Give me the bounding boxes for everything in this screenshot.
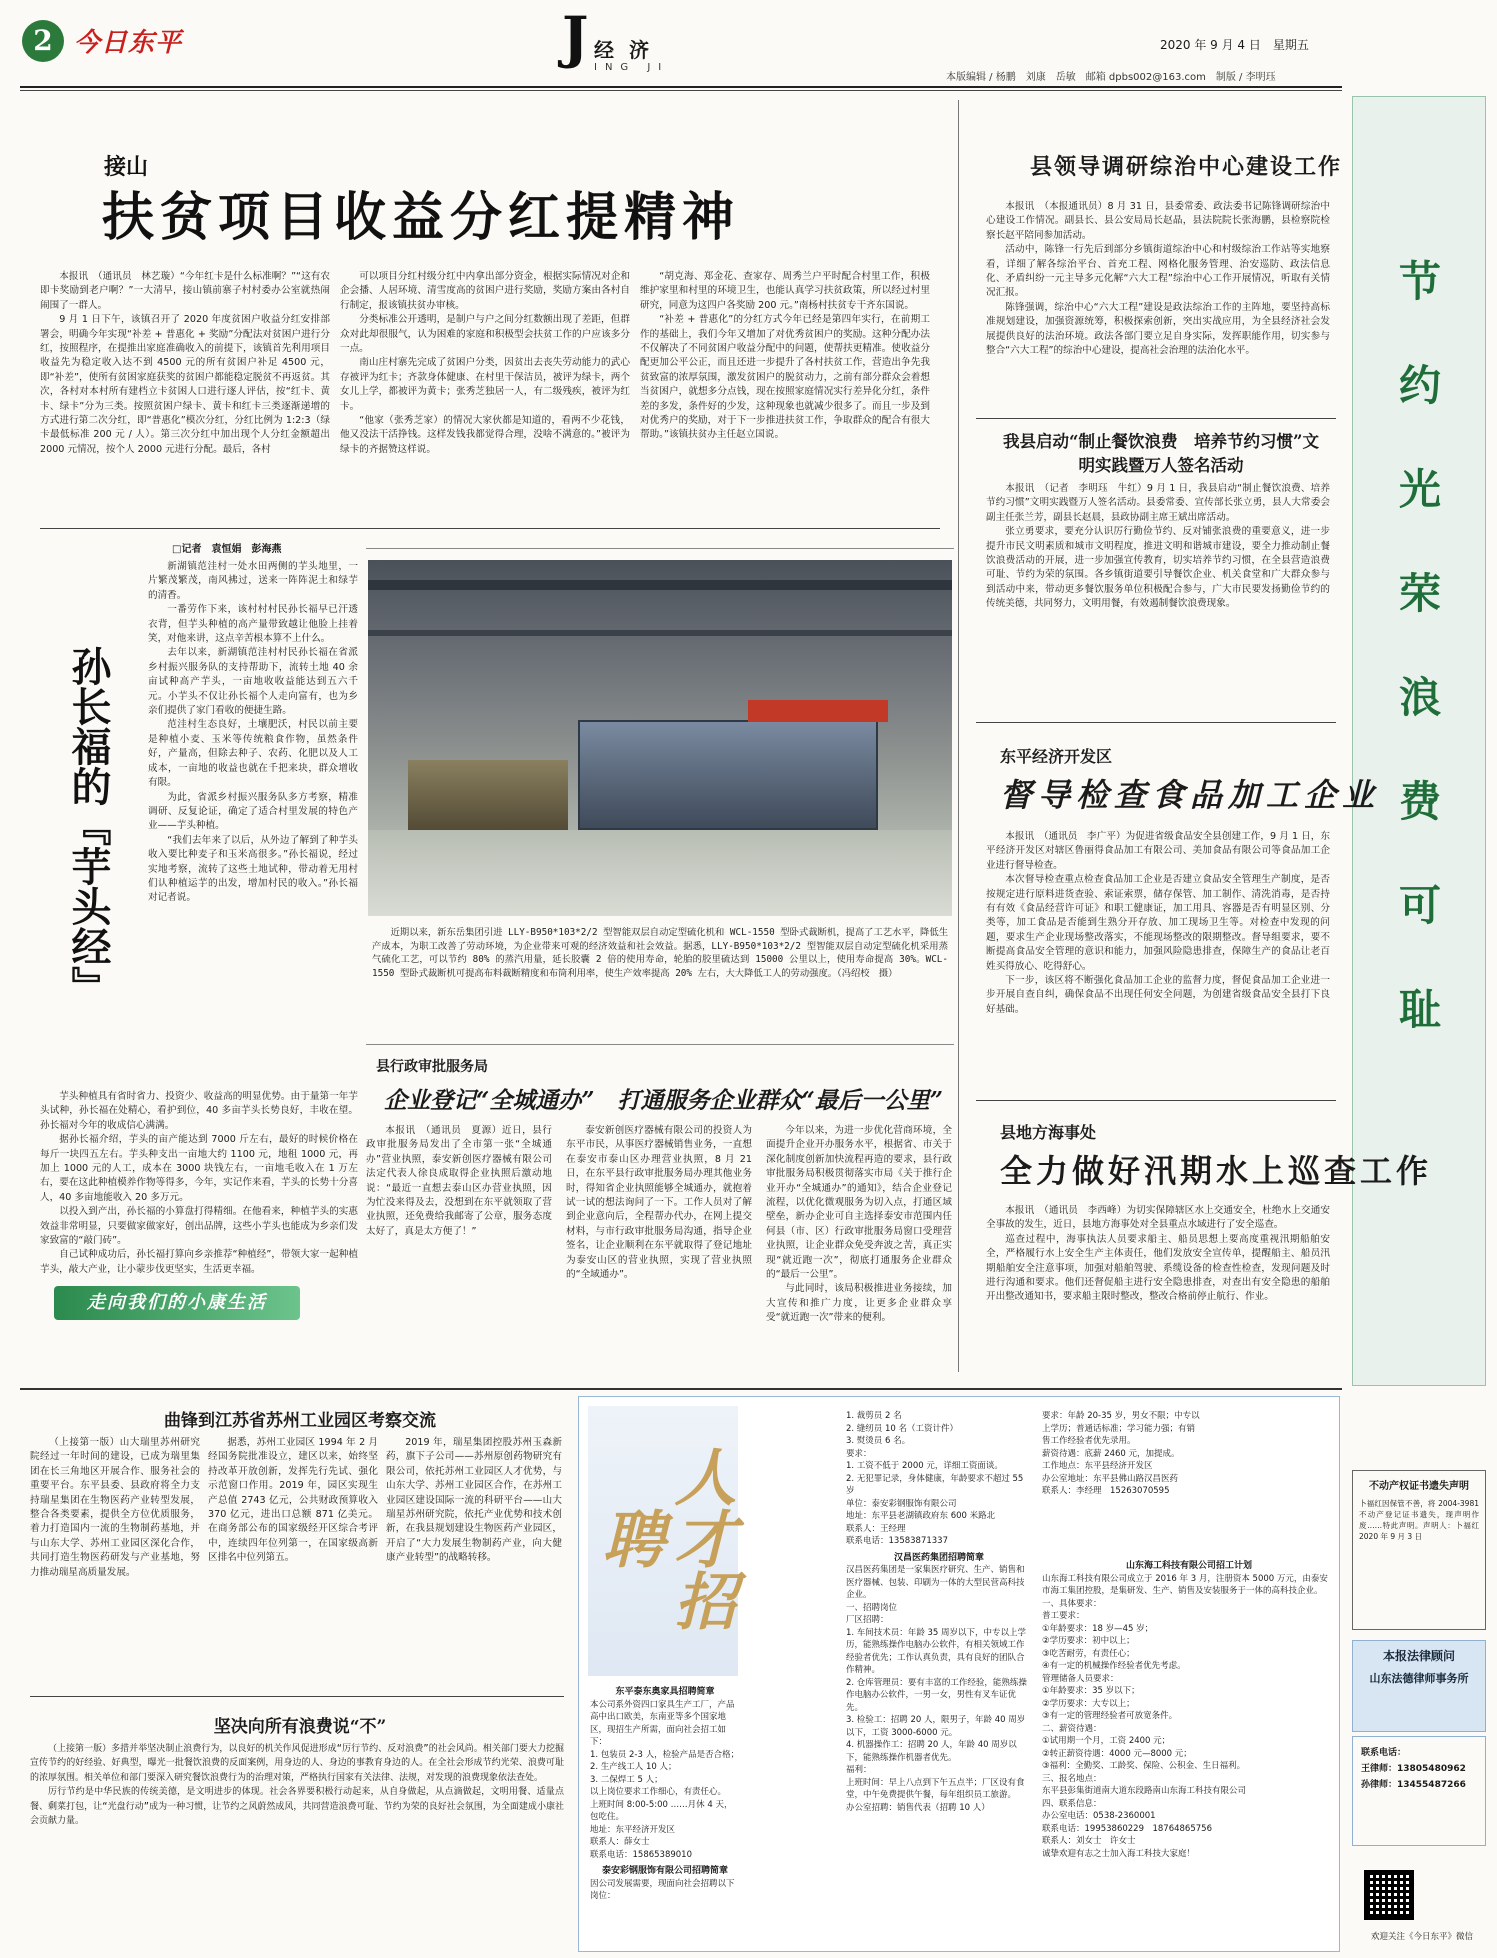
bottom-article-2-body [30, 1742, 564, 1950]
recruit-line: 联系电话：15865389010 [590, 1849, 692, 1860]
slogan-char: 约 [1398, 361, 1441, 410]
approval-headline: 企业登记“全城通办” 打通服务企业群众“最后一公里” [384, 1087, 943, 1114]
approval-column-1 [366, 1124, 552, 1374]
law-contact-box [1352, 1736, 1486, 1846]
recruit-line: 一、招聘岗位 [846, 1602, 898, 1613]
photo-credit: （冯绍校 摄） [837, 967, 898, 979]
bottom-article-1-col-2 [208, 1436, 378, 1688]
right-article-4-body [986, 1204, 1330, 1376]
bottom-article-1-col-1 [30, 1436, 200, 1688]
profile-paragraph: 以投入到产出，孙长福的小算盘打得精细。在他看来，种植芋头的实惠效益非常明显，只要做家做家好，创出品牌，这些小芋头也能成为乡亲们发家致富的“敲门砖”。 [40, 1206, 358, 1247]
right-article-1-paragraph: 陈锋强调，综治中心“六大工程”建设是政法综治工作的主阵地，要坚持高标准规划建设，加强资源统筹，积极探索创新，突出实战应用，为全县经济社会发展提供良好的法治环境。政法各部门要立足自身实际，发挥职能作用，切实参与整合“六大工程”的综治中心建设，提高社会治理的法治化水平。 [986, 301, 1330, 357]
bottom-article-1-headline: 曲锋到江苏省苏州工业园区考察交流 [164, 1411, 436, 1431]
recruit-line: 普工要求： [1042, 1611, 1085, 1621]
recruit-line: 本公司系外资四口家具生产工厂，产品高中出口欧美，东南亚等多个国家地区，现招生产所需，面向社会招工如下： [590, 1699, 735, 1747]
recruit-line: 2. 仓库管理员：要有丰富的工作经验，能熟练操作电脑办公软件，一男一女，男性有叉车证优先。 [846, 1677, 1027, 1713]
right-article-4-headline: 全力做好汛期水上巡查工作 [1000, 1152, 1433, 1190]
right-article-2-body [986, 482, 1330, 708]
page-number: 2 [22, 20, 64, 62]
recruit-line: 以上岗位要求工作细心，有责任心。 [590, 1787, 727, 1797]
photo-frame-top [366, 548, 954, 549]
wechat-qr-code [1364, 1870, 1414, 1920]
recruit-line: 联系人：王经理 [846, 1523, 906, 1534]
recruit-company: 山东海工科技有限公司招工计划 [1125, 1561, 1252, 1571]
law-firm: 山东法德律师事务所 [1369, 1672, 1469, 1685]
recruit-line: 山东海工科技有限公司成立于 2016 年 3 月，注册资本 5000 万元，由泰安市海工集团控股，是集研发、生产、销售及安装服务于一体的高科技企业。 [1042, 1573, 1328, 1596]
lost-notice-box [1352, 1470, 1486, 1630]
recruit-line: ③福利：全勤奖、工龄奖、保险、公积金、生日福利。 [1042, 1761, 1246, 1771]
bottom-article-1-col-3 [386, 1436, 562, 1688]
lead-column-1 [40, 270, 330, 518]
paper-logo: 今日东平 [74, 28, 183, 58]
recruit-line: 办公室电话：0538-2360001 [1042, 1811, 1156, 1821]
recruit-line: 福利： [846, 1765, 872, 1775]
profile-paragraph: 芋头种植具有省时省力、投资少、收益高的明显优势。由于量第一年芋头试种，孙长福在处精心，看护到位，40 多亩芋头长势良好，丰收在望。孙长福对今年的收成信心满满。 [40, 1091, 358, 1131]
recruit-line: 要求：年龄 20-35 岁，男女不限；中专以上学历；普通话标准；学习能力强；有销售工作经验者优先录用。 [1042, 1411, 1200, 1446]
profile-paragraph: 去年以来，新湖镇范洼村村民孙长福在省派乡村振兴服务队的支持帮助下，流转土地 40 余亩试种高产芋头，一亩地收收益能达到五六千元。小芋头不仅让孙长福个人走向富有，也为乡亲们提供了家门看收的便捷生路。 [148, 647, 358, 717]
section-name: 经 济 [594, 38, 653, 62]
lead-kicker: 接山 [104, 155, 149, 180]
right-article-3-paragraph: 下一步，该区将不断强化食品加工企业的监督力度，督促食品加工企业进一步开展自查自纠，确保食品不出现任何安全问题，为创建省级食品安全县打下良好基础。 [986, 975, 1330, 1015]
photo-caption-text: 近期以来，新东岳集团引进 LLY-B950*103*2/2 型智能双层自动定型硫化机和 WCL-1550 型卧式裁断机，提高了工艺水平，降低生产成本，为职工改善了劳动环境，为企业带来可观的经济效益和社会效益。据悉，LLY-B950*103*2/2 型智能双层自动定型硫化机采用蒸气硫化工艺，可以节约 80% 的蒸汽用量，延长胶囊 2 倍的使用寿命，轮胎的胶里硫达到 15000 公里以上，使用寿命提高 30%。WCL-1550 型卧式裁断机可提高布料裁断精度和布筒利用率，使生产效率提高 20% 左右，大大降低工人的劳动强度。 [372, 927, 948, 979]
profile-column-narrow [148, 560, 358, 1086]
right-divider [976, 1100, 1336, 1101]
right-article-2-headline: 我县启动“制止餐饮浪费 培养节约习惯”文明实践暨万人签名活动 [1003, 432, 1319, 475]
right-article-4-paragraph: 本报讯 （通讯员 李西峰）为切实保障辖区水上交通安全，杜绝水上交通安全事故的发生，近日，县地方海事处对全县重点水域进行了安全巡查。 [986, 1205, 1330, 1231]
photo-roof-beam [368, 630, 952, 636]
recruit-section-4 [1042, 1560, 1336, 1860]
recruit-section-1 [590, 1686, 740, 1903]
slogan-char: 费 [1398, 777, 1441, 826]
right-article-1-headline: 县领导调研综治中心建设工作 [1030, 154, 1343, 180]
right-article-2-paragraph: 本报讯 （记者 李明珏 牛红）9 月 1 日，我县启动“制止餐饮浪费、培养节约习惯”文明实践暨万人签名活动。县委常委、宣传部长张立勇，县人大常委会副主任张兰芳，副县长赵晨，县政协副主席王斌出席活动。 [986, 483, 1330, 523]
recruit-line: 联系电话：13583871337 [846, 1536, 948, 1546]
recruit-line: ②转正薪资待遇：4000 元—8000 元； [1042, 1748, 1192, 1759]
header-rule-thin [20, 90, 1342, 91]
recruit-line: 1. 车间技术员：年龄 35 周岁以下，中专以上学历，能熟练操作电脑办公软件，有相关领域工作经验者优先；工作认真负责，具有良好的团队合作精神。 [846, 1627, 1027, 1675]
law-contact-label: 联系电话： [1361, 1748, 1407, 1758]
slogan-char: 浪 [1398, 673, 1441, 722]
recruit-line: 因公司发展需要，现面向社会招聘以下岗位： [590, 1878, 735, 1901]
lead-headline: 扶贫项目收益分红提精神 [102, 187, 741, 248]
approval-paragraph: 泰安新创医疗器械有限公司的投资人为东平市民，从事医疗器械销售业务，一直想在泰安市泰山区办理营业执照，8 月 21 日，在东平县行政审批服务局办理其他业务时，得知省企业执照能够全城通办，就抱着试一试的想法询问了一下。工作人员对了解到企业意向后，全程帮办代办，在网上提交材料，与市行政审批服务局沟通，指导企业签名，让企业顺利在东平就取得了登记地址为泰安山区的营业执照，实现了营业执照的“全域通办”。 [566, 1125, 752, 1281]
recruit-line: 一、具体要求： [1042, 1598, 1102, 1609]
section-letter: J [562, 5, 589, 71]
profile-column-wide [40, 1090, 358, 1280]
profile-paragraph: 为此，省派乡村振兴服务队多方考察，精准调研、反复论证，确定了适合村里发展的特色产业——芋头种植。 [148, 791, 358, 832]
lead-column-2 [340, 270, 630, 518]
recruit-line: ②学历要求：初中以上； [1042, 1636, 1135, 1646]
recruit-line: 联系人：李经理 15263070595 [1042, 1486, 1170, 1496]
recruit-line: 单位：泰安彩钢服饰有限公司 [846, 1498, 957, 1509]
lead-paragraph: 本报讯 （通讯员 林艺璇）“今年红卡是什么标准啊？”“这有农即卡奖励到老户啊？”一大清早，接山镇前寨子村村委办公室就热闹闹围了一群人。 [40, 271, 330, 311]
recruit-line: 地址：东平县老湖镇政府东 600 米路北 [846, 1511, 996, 1521]
right-article-1-paragraph: 本报讯 （本报通讯员）8 月 31 日，县委常委、政法委书记陈锋调研综治中心建设工作情况。副县长、县公安局局长赵晶，县法院院长张海鹏，县检察院检察长赵平陪同参加活动。 [986, 201, 1330, 241]
right-article-4-kicker: 县地方海事处 [1000, 1123, 1097, 1142]
slogan-char: 光 [1398, 465, 1441, 514]
approval-paragraph: 与此同时，该局积极推进业务接续，加大宣传和推广力度，让更多企业群众享受“就近跑一次”带来的便利。 [766, 1283, 952, 1324]
recruit-line: 2. 生产线工人 10 人； [590, 1762, 677, 1772]
approval-paragraph: 本报讯 （通讯员 夏源）近日，县行政审批服务局发出了全市第一张“全城通办”营业执照，泰安新创医疗器械有限公司法定代表人徐良成取得企业执照后激动地说：“最近一直想去泰山区办营业执照，因为忙没来得及去，没想到在东平就领取了营业执照，还免费给我邮寄了公章，服务态度太好了，真是太方便了！” [366, 1125, 552, 1237]
recruit-line: 上班时间 8:00-5:00 ……月休 4 天，包吃住。 [590, 1799, 733, 1822]
slogan-char: 可 [1398, 881, 1441, 930]
bottom-article-1-paragraph: 2019 年，瑞星集团控股苏州玉森新药，旗下子公司——苏州原创药物研究有限公司，依托苏州工业园区人才优势，与山东大学、苏州工业园区合作，在苏州工业园区建设国际一流的科研平台——山大瑞星苏州研究院，依托产业优势和技术创新，在我县规划建设生物医药产业园区，开启了“大力发展生物制药产业，向大健康产业转型”的战略转移。 [386, 1437, 562, 1564]
bottom-article-1-paragraph: （上接第一版）山大瑞里苏州研究院经过一年时间的建设，已成为瑞里集团在长三角地区开展合作、服务社会的重要平台。东平县委、县政府将全力支持瑞星集团在生物医药产业转型发展，整合各类要素，提供全方位优质服务，着力打造国内一流的生物制药基地，并与山东大学、苏州工业园区深化合作，共同打造生物医药研发与产业基地，努力推动瑞星高质量发展。 [30, 1437, 200, 1578]
recruit-line: 三、报名地点： [1042, 1773, 1102, 1784]
law-title: 本报法律顾问 [1382, 1649, 1455, 1663]
recruit-line: 四、联系信息： [1042, 1798, 1102, 1809]
profile-paragraph: 范洼村生态良好，土壤肥沃，村民以前主要是种植小麦、玉米等传统粮食作物，虽然条件好，产量高，但除去种子、农药、化肥以及人工成本，一亩地的收益也就在千把来块，群众增收有限。 [148, 719, 358, 789]
recruit-company: 汉昌医药集团招聘简章 [893, 1552, 984, 1563]
profile-paragraph: “我们去年来了以后，从外边了解到了种芋头收入要比种麦子和玉米高很多。”孙长福说，经过实地考察，流转了这些土地试种，带动着无用村们认种植运芋的出发，增加村民的收入。”孙长福对记者说。 [148, 834, 358, 904]
recruit-line: ①试用期一个月，工资 2400 元； [1042, 1736, 1171, 1746]
lead-paragraph: “他家（张秀芝家）的情况大家伙都是知道的，看两不少花钱，他又没法干活挣钱。这样发钱我都觉得合理，没啥不满意的。”被评为绿卡的齐据赞这样说。 [340, 415, 630, 455]
recruit-line: ④有一定的机械操作经验者优先考虑。 [1042, 1661, 1186, 1671]
approval-column-2 [566, 1124, 752, 1374]
recruit-line: 1. 裁剪员 2 名 [846, 1411, 902, 1421]
recruit-line: 2. 缝纫员 10 名（工资计件） [846, 1423, 959, 1434]
section-divider [40, 528, 940, 529]
recruit-company: 泰安彩钢服饰有限公司招聘简章 [601, 1866, 728, 1876]
profile-paragraph: 自己试种成功后，孙长福打算向乡亲推荐“种植经”，带领大家一起种植芋头，敲大产业，让小蒙步伐更坚实，生活更幸福。 [40, 1249, 358, 1275]
section-pinyin: ING JI [594, 62, 670, 73]
slogan-char: 耻 [1398, 985, 1441, 1034]
recruit-line: 管理储备人员要求： [1042, 1673, 1119, 1684]
lead-paragraph: 可以项目分红村级分红中内拿出部分资金，根据实际情况对企和企会播、人居环境、清雪度高的贫困户进行奖励，奖励方案由各村自行制定，报该镇扶贫办审核。 [340, 271, 630, 311]
right-divider [976, 722, 1336, 723]
recruit-section-3 [1042, 1410, 1200, 1498]
qr-caption: 欢迎关注《今日东平》微信 [1370, 1932, 1473, 1942]
bottom-article-2-paragraph: （上接第一版）多措并举坚决制止浪费行为，以良好的机关作风促进形成“厉行节约、反对浪费”的社会风尚。相关部门要大力挖掘宣传节约的好经验、好典型，曝光一批餐饮浪费的反面案例，用身边的人、身边的事教育身边的人。在全社会形成节约光荣、浪费可耻的浓厚氛围。相关单位和部门要深入研究餐饮浪费行为的治理对策，严格执行国家有关法律、法规，对发现的浪费现象依法查处。 [30, 1744, 564, 1783]
profile-byline: □记者 袁恒娟 彭海燕 [172, 544, 282, 555]
profile-vertical-title: 孙长福的『芋头经』 [65, 646, 112, 1006]
right-article-1-paragraph: 活动中，陈锋一行先后到部分乡镇街道综治中心和村级综治工作站等实地察看，详细了解各综治平台、首充工程、网格化服务管理、治安巡防、政法信息化、矛盾纠纷一元主导多元化解“六大工程”综治中心工作开展情况，听取有关情况汇报。 [986, 244, 1330, 299]
lead-column-3 [640, 270, 930, 518]
lead-paragraph: “补差 + 普惠化”的分红方式今年已经是第四年实行，在前期工作的基础上，我们今年又增加了对优秀贫困户的奖励。这种分配办法不仅解决了不同贫困户收益分配中的问题，使帮扶更精准。使收益分配更加公平公正，而且还进一步提升了各村扶贫工作，营造出争先我贫致富的浓厚氛围，激发贫困户的脱贫动力，之前有部分群众会着想当贫困户，就想多分点钱，现在按照家庭情况实行差异化分红，条件差的多发，条件好的少发，这种现象也就减少很多了。而且一步及到对优秀户的奖励，对于下一步推进扶贫工作，争取群众的配合有很大帮助。”该镇扶贫办主任赵立国说。 [640, 314, 930, 441]
editors-line: 本版编辑 / 杨鹏 刘康 岳敏 邮箱 dpbs002@163.com 制版 / 李明珏 [946, 72, 1276, 83]
recruit-line: 东平县彭集街道南大道东段路南山东海工科技有限公司 [1042, 1786, 1247, 1796]
recruit-line: 薪资待遇：底薪 2460 元，加提成。 [1042, 1448, 1180, 1459]
right-article-2-paragraph: 张立勇要求，要充分认识厉行勤俭节约、反对铺张浪费的重要意义，进一步提升市民文明素质和城市文明程度，推进文明和谐城市建设，要全力推动制止餐饮浪费活动的开展，进一步加强宣传教育，切实培养节约习惯，在全县营造浪费可耻、节约为荣的氛围。各乡镇街道要引导餐饮企业、机关食堂和广大群众参与到活动中来，带动更多餐饮服务单位积极配合参与，广大市民要发扬勤俭节约的传统美德，共同努力，文明用餐，有效遏制餐饮浪费现象。 [986, 526, 1330, 610]
recruit-line: 3. 二保焊工 5 人； [590, 1774, 663, 1785]
profile-paragraph: 新湖镇范洼村一处水田两侧的芋头地里，一片繁茂繁茂，南风拂过，送来一阵阵泥土和绿芋的清香。 [148, 561, 358, 601]
lead-paragraph: “胡克海、郑金花、查家存、周秀兰户平时配合村里工作，积极维护家里和村里的环境卫生，也能认真学习扶贫政策，所以经过村里研究，同意为这四户各奖励 200 元。”南杨村扶贫专干齐东国说。 [640, 271, 930, 311]
recruit-line: 诚挚欢迎有志之士加入海工科技大家庭！ [1042, 1848, 1196, 1859]
photo-caption [372, 926, 948, 1040]
lead-paragraph: 分类标准公开透明，是制户与户之间分红数额出现了差距，但群众对此却很服气，认为困难的家庭和积极型会扶贫工作的户应该多分一点。 [340, 314, 630, 355]
column-divider [958, 100, 959, 1372]
right-article-3-paragraph: 本报讯 （通讯员 李广平）为促进省级食品安全县创建工作，9 月 1 日，东平经济开发区对辖区鲁丽得食品加工有限公司、美加食品有限公司等食品加工企业进行督导检查。 [986, 831, 1330, 871]
photo-frame-bottom [366, 1044, 954, 1045]
recruit-line: 1. 工资不低于 2000 元，详细工资面谈。 [846, 1461, 1003, 1471]
right-article-1-body [986, 200, 1330, 412]
recruit-line: ①年龄要求：35 岁以下； [1042, 1686, 1140, 1696]
recruit-line: 3. 检验工：招聘 20 人，限男子，年龄 40 周岁以下，工资 3000-6000 元。 [846, 1715, 1026, 1738]
right-article-3-headline: 督导检查食品加工企业 [1000, 776, 1381, 814]
recruit-company: 东平泰东奥家具招聘简章 [615, 1687, 715, 1697]
profile-paragraph: 一番劳作下来，该村村村民孙长福早已汗透衣背，但芋头种植的高产量带致越让他脸上挂着笑，对他来讲，这点辛苦根本算不上什么。 [148, 604, 358, 645]
approval-paragraph: 今年以来，为进一步优化营商环境，全面提升企业开办服务水平，根据省、市关于深化制度创新加快流程再造的要求，县行政审批服务局积极贯彻落实市局《关于推行企业开办“全城通办”的通知》，结合企业登记流程，以优化微观服务为切入点，打通区域壁垒，新办企业可自主选择泰安市范围内任何县（市、区）行政审批服务局窗口受理营业执照，让企业群众免受奔波之苦，真正实现“就近跑一次”，彻底打通服务企业群众的“最后一公里”。 [766, 1125, 952, 1281]
right-article-3-kicker: 东平经济开发区 [1000, 747, 1113, 766]
right-article-3-paragraph: 本次督导检查重点检查食品加工企业是否建立食品安全管理生产制度，是否按规定进行原料进货查验、索证索票，储存保管、加工制作、清洗消毒，是否持有有效《食品经营许可证》和职工健康证，加工用具、容器是否有明显区别、分类等，加工食品是否能到生熟分开存放、加工现场卫生等。对检查中发现的问题，要求生产企业现场整改落实，不能现场整改的限期整改。督导组要求，要不断提高食品安全管理的意识和能力，加强风险隐患排查，保障生产的食品让老百姓买得放心、吃得舒心。 [986, 874, 1330, 972]
recruit-line: 办公室招聘：销售代表（招聘 10 人） [846, 1802, 990, 1813]
right-article-3-body [986, 830, 1330, 1092]
recruit-line: 3. 熨烫员 6 名。 [846, 1436, 911, 1446]
recruit-line: 汉昌医药集团是一家集医疗研究、生产、销售和医疗器械、包装、印刷为一体的大型民营高科技企业。 [846, 1565, 1025, 1600]
photo-roof-beam [368, 580, 952, 590]
law-phone-wang: 王律师：13805480962 [1361, 1764, 1466, 1774]
issue-date: 2020 年 9 月 4 日 星期五 [1160, 38, 1309, 52]
bottom-article-2-paragraph: 厉行节约是中华民族的传统美德，是文明进步的体现。社会各界要积极行动起来，从自身做起，从点滴做起，文明用餐、适量点餐、剩菜打包，让“光盘行动”成为一种习惯，让节约之风蔚然成风，共同营造浪费可耻、节约为荣的良好社会氛围，为全面建成小康社会贡献力量。 [30, 1787, 564, 1827]
recruit-line: ③有一定的管理经验者可放宽条件。 [1042, 1711, 1178, 1721]
recruit-line: ②学历要求：大专以上； [1042, 1698, 1135, 1709]
column-badge: 走向我们的小康生活 [54, 1286, 300, 1320]
recruit-line: 1. 包装员 2-3 人，检验产品是否合格； [590, 1749, 740, 1760]
recruit-line: ①年龄要求：18 岁—45 岁； [1042, 1623, 1154, 1634]
bottom-article-2-headline: 坚决向所有浪费说“不” [213, 1717, 387, 1737]
right-article-4-paragraph: 巡查过程中，海事执法人员要求船主、船员思想上要高度重视汛期船舶安全，严格履行水上安全生产主体责任，他们发放安全宣传单，提醒船主、船员汛期船舶安全注意事项，加强对船舶驾驶、系缆设备的检查性检查，发现问题及时进行沟通和要求。他们还督促船主进行安全隐患排查，对查出有安全隐患的船舶开出整改通知书，要求船主限时整改，整改合格前停止航行、作业。 [986, 1233, 1330, 1303]
recruit-line: 工作地点：东平县经济开发区 [1042, 1461, 1153, 1471]
slogan-vertical [1392, 230, 1448, 1062]
bottom-article-1-paragraph: 据悉，苏州工业园区 1994 年 2 月经国务院批准设立，建区以来，始终坚持改革开放创新，发挥先行先试、强化示范窗口作用。2019 年，园区实现生产总值 2743 亿元，公共财政预算收入 370 亿元，进出口总额 871 亿美元。在商务部公布的国家级经开区综合考评中，连续四年位列第一，在国家级高新区排名中位列第五。 [208, 1437, 378, 1564]
recruit-line: 联系电话：19953860229 18764865756 [1042, 1823, 1212, 1834]
slogan-char: 荣 [1398, 569, 1441, 618]
photo-machine [578, 720, 878, 830]
recruit-line: 厂区招聘： [846, 1615, 889, 1625]
photo-machine [408, 760, 568, 830]
right-divider [976, 418, 1336, 419]
recruit-line: ③吃苦耐劳，有责任心； [1042, 1648, 1135, 1659]
recruit-line: 4. 机器操作工：招聘 20 人，年龄 40 周岁以下，能熟练操作机器者优先。 [846, 1740, 1017, 1763]
bottom-divider [20, 1388, 1342, 1390]
recruit-line: 二、薪资待遇： [1042, 1723, 1102, 1734]
header-rule [20, 86, 1342, 88]
law-phone-sun: 孙律师：13455487266 [1361, 1780, 1466, 1790]
recruit-line: 要求： [846, 1448, 872, 1459]
recruit-line: 办公室地址：东平县佛山路汉昌医药 [1042, 1473, 1179, 1484]
bottom-left-divider [30, 1696, 564, 1697]
recruitment-art-title: 人才招聘 [592, 1445, 737, 1631]
slogan-char: 节 [1398, 257, 1441, 306]
law-advisor-box [1352, 1640, 1486, 1732]
lead-paragraph: 南山庄村寨先完成了贫困户分类，因贫出去丧失劳动能力的武心存被评为红卡；齐款身体健康、在村里干保洁员，被评为绿卡，两个女儿上学，都被评为黄卡；张秀芝独居一人，有二级残疾，被评为红卡。 [340, 357, 630, 412]
recruit-line: 联系人：薛女士 [590, 1837, 650, 1847]
recruit-line: 上班时间：早上八点到下午五点半；厂区设有食堂，中午免费提供午餐，每年组织员工旅游。 [846, 1777, 1025, 1800]
lost-notice-body: 卜福红因保管不善，将 2004-3981 不动产登记证书遗失，现声明作废……特此声明。声明人：卜福红 2020 年 9 月 3 日 [1359, 1499, 1487, 1541]
photo-machine-part [748, 700, 888, 722]
factory-photo [368, 560, 952, 916]
photo-floor [368, 830, 952, 916]
lead-paragraph: 9 月 1 日下午，该镇召开了 2020 年度贫困户收益分红安排部署会，明确今年实现“补差 + 普惠化 + 奖励”分配法对贫困户进行分红，按照程序，在提推出家庭准确收入的前提下，该镇首先利用项目收益先为稳定收入达不到 4500 元的所有贫困户补足 4500 元，即“补差”，使所有贫困家庭获奖的贫困户都能稳定脱贫不再返贫。其次，各村对本村所有建档立卡贫困人口进行逐人评估，按“红卡、黄卡、绿卡”分为三类。按照贫困户绿卡、黄卡和红卡三类逐渐递增的方式进行第二次分红，即“普惠化”模次分红，分红比例为 1:2:3（绿卡最低标准 200 元 / 人）。第三次分红中加出现个人分红金额超出 2000 元情况，按个人 2000 元进行分配。最后，各村 [40, 314, 330, 455]
recruit-line: 联系人：刘女士 许女士 [1042, 1836, 1136, 1846]
approval-kicker: 县行政审批服务局 [376, 1059, 488, 1075]
recruit-section-2 [846, 1410, 1032, 1814]
profile-paragraph: 据孙长福介绍，芋头的亩产能达到 7000 斤左右，最好的时候价格在每斤一块四五左右。芋头种支出一亩地大约 1100 元，地租 1000 元，再加上 1000 元的人工，成本在 3000 块钱左右，一亩地毛收入在 1 万左右，要在这此种植模养作物等得多，今年，实记作来看，芋头的长势十分喜人，40 多亩地能收入 20 多万元。 [40, 1134, 358, 1203]
lost-notice-title: 不动产权证书遗失声明 [1369, 1481, 1469, 1492]
recruit-line: 地址：东平经济开发区 [590, 1824, 676, 1835]
recruit-line: 2. 无犯罪记录，身体健康，年龄要求不超过 55 岁 [846, 1473, 1024, 1496]
approval-column-3 [766, 1124, 952, 1374]
